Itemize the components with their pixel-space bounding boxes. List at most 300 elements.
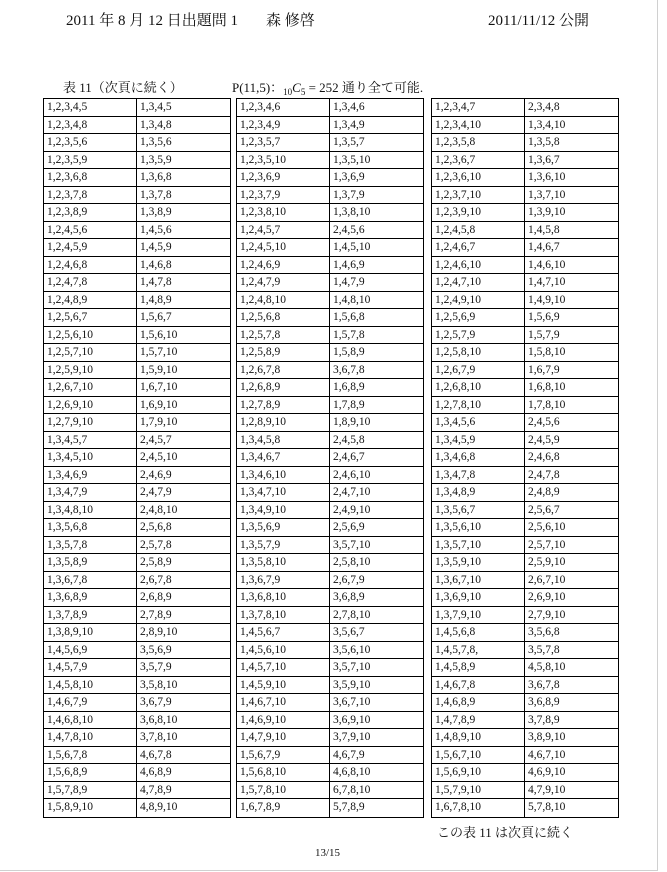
subset-cell: 4,7,8,9 (140, 783, 172, 796)
table-row (432, 134, 618, 152)
table-row (432, 152, 618, 170)
subset-cell: 1,8,9,10 (333, 416, 371, 428)
subset-cell: 3,5,7,8 (528, 643, 560, 656)
table-row (44, 327, 230, 345)
combination-cell: 1,2,3,4,6 (237, 99, 330, 116)
subset-cell: 2,4,5,6 (528, 416, 560, 428)
subset-cell: 1,3,4,10 (528, 118, 566, 131)
combination-cell: 1,2,4,5,9 (44, 239, 137, 256)
combination-cell: 1,3,4,7,9 (44, 484, 137, 501)
subset-cell: 3,5,6,8 (528, 626, 560, 638)
subset-cell: 2,5,7,10 (528, 538, 566, 551)
combination-cell: 1,2,6,9,10 (44, 397, 137, 414)
combination-cell: 1,3,4,9,10 (237, 502, 330, 519)
subset-cell: 1,4,8,10 (333, 293, 371, 306)
table-row (237, 449, 423, 467)
subset-cell: 2,4,5,7 (140, 433, 172, 446)
table-row (44, 659, 230, 677)
table-block-right (431, 98, 619, 818)
table-row (432, 327, 618, 345)
combination-cell: 1,3,6,7,9 (237, 572, 330, 589)
table-row (44, 309, 230, 327)
table-row (44, 624, 230, 642)
combination-cell: 1,2,4,8,9 (44, 292, 137, 309)
table-row (237, 554, 423, 572)
table-row (44, 222, 230, 240)
subset-cell: 2,3,4,8 (528, 101, 560, 113)
combination-cell: 1,3,4,8,10 (44, 502, 137, 519)
subset-cell: 1,4,6,9 (333, 258, 365, 271)
table-row (44, 152, 230, 170)
combination-cell: 1,5,6,7,9 (237, 747, 330, 764)
table-row (432, 484, 618, 502)
combination-cell: 1,5,6,8,10 (237, 764, 330, 781)
table-row (237, 327, 423, 345)
combination-cell: 1,2,3,5,10 (237, 152, 330, 169)
formula-subscript-k: 5 (300, 87, 306, 97)
table-row (432, 764, 618, 782)
subset-cell: 2,6,7,9 (333, 573, 365, 586)
combination-cell: 1,2,3,4,10 (432, 117, 525, 134)
subset-cell: 1,7,9,10 (140, 416, 178, 428)
table-row (237, 589, 423, 607)
subset-cell: 3,7,8,10 (140, 731, 178, 743)
subset-cell: 2,4,6,10 (333, 468, 371, 481)
table-row (432, 747, 618, 765)
table-row (237, 764, 423, 782)
table-row (432, 432, 618, 450)
subset-cell: 1,5,6,7 (140, 311, 172, 323)
subset-cell: 1,4,8,9 (140, 293, 172, 306)
table-row (237, 502, 423, 520)
subset-cell: 2,4,7,8 (528, 468, 560, 481)
subset-cell: 6,7,8,10 (333, 783, 371, 796)
subset-cell: 4,6,7,10 (528, 748, 566, 761)
subset-cell: 1,3,5,9 (140, 153, 172, 166)
subset-cell: 3,5,8,10 (140, 678, 178, 691)
table-row (237, 484, 423, 502)
combination-cell: 1,2,4,6,10 (432, 257, 525, 274)
table-row (237, 414, 423, 432)
subset-cell: 1,4,5,6 (140, 223, 172, 236)
combination-cell: 1,2,3,6,8 (44, 169, 137, 186)
subset-cell: 1,3,7,8 (140, 188, 172, 201)
table-row (44, 134, 230, 152)
table-title: 表 11（次頁に続く） (63, 80, 183, 95)
subset-cell: 2,4,6,7 (333, 451, 365, 463)
combination-cell: 1,3,4,5,8 (237, 432, 330, 449)
combination-cell: 1,4,6,7,9 (44, 694, 137, 711)
combination-cell: 1,3,4,5,6 (432, 414, 525, 431)
combination-cell: 1,3,7,8,10 (237, 607, 330, 624)
table-row (237, 397, 423, 415)
subset-cell: 1,4,7,8 (140, 276, 172, 288)
table-row (44, 642, 230, 660)
table-row (432, 99, 618, 117)
subset-cell: 1,5,8,9 (333, 346, 365, 358)
subset-cell: 2,5,9,10 (528, 556, 566, 568)
page-number: 13/15 (315, 847, 341, 859)
subset-cell: 2,6,7,10 (528, 573, 566, 586)
table-row (432, 659, 618, 677)
table-row (44, 554, 230, 572)
combination-cell: 1,2,3,5,6 (44, 134, 137, 151)
subset-cell: 3,5,7,9 (140, 661, 172, 673)
table-row (432, 624, 618, 642)
combination-cell: 1,3,5,6,8 (44, 519, 137, 536)
subset-cell: 3,5,9,10 (333, 678, 371, 691)
combination-cell: 1,3,5,6,10 (432, 519, 525, 536)
subset-cell: 1,3,4,9 (333, 118, 365, 131)
combination-cell: 1,3,5,7,9 (237, 537, 330, 554)
combination-cell: 1,2,3,6,10 (432, 169, 525, 186)
combination-cell: 1,2,5,6,8 (237, 309, 330, 326)
subset-cell: 1,5,9,10 (140, 363, 178, 376)
table-row (432, 309, 618, 327)
table-row (432, 204, 618, 222)
table-row (432, 449, 618, 467)
combination-cell: 1,4,5,7,9 (44, 659, 137, 676)
combination-cell: 1,5,7,9,10 (432, 782, 525, 799)
subset-cell: 5,7,8,9 (333, 801, 365, 813)
subset-cell: 1,3,4,8 (140, 118, 172, 131)
combination-formula (232, 77, 423, 97)
table-row (237, 519, 423, 537)
subset-cell: 2,6,8,9 (140, 591, 172, 603)
combination-cell: 1,3,6,7,10 (432, 572, 525, 589)
table-row (237, 274, 423, 292)
table-row (44, 362, 230, 380)
combination-cell: 1,3,5,8,9 (44, 554, 137, 571)
table-row (237, 642, 423, 660)
combination-cell: 1,6,7,8,9 (237, 799, 330, 817)
subset-cell: 1,6,8,9 (333, 381, 365, 393)
combination-cell: 1,2,5,9,10 (44, 362, 137, 379)
table-row (432, 607, 618, 625)
combination-cell: 1,3,4,6,10 (237, 467, 330, 484)
table-block-middle (236, 98, 424, 818)
combination-cell: 1,5,8,9,10 (44, 799, 137, 817)
subset-cell: 2,7,8,10 (333, 608, 371, 621)
subset-cell: 1,3,4,6 (333, 101, 365, 113)
subset-cell: 4,6,9,10 (528, 766, 566, 778)
combination-cell: 1,2,5,6,7 (44, 309, 137, 326)
subset-cell: 1,3,8,9 (140, 206, 172, 218)
combination-cell: 1,3,8,9,10 (44, 624, 137, 641)
combination-cell: 1,5,6,8,9 (44, 764, 137, 781)
combination-cell: 1,3,7,9,10 (432, 607, 525, 624)
subset-cell: 1,3,9,10 (528, 206, 566, 218)
combination-cell: 1,4,5,6,7 (237, 624, 330, 641)
table-row (432, 729, 618, 747)
table-row (432, 362, 618, 380)
table-row (237, 309, 423, 327)
combination-cell: 1,3,6,7,8 (44, 572, 137, 589)
subset-cell: 1,3,8,10 (333, 206, 371, 218)
table-row (237, 537, 423, 555)
table-row (44, 519, 230, 537)
subset-cell: 2,5,8,10 (333, 556, 371, 568)
table-row (44, 187, 230, 205)
subset-cell: 3,6,8,10 (140, 713, 178, 726)
combination-cell: 1,2,3,8,9 (44, 204, 137, 221)
table-row (432, 572, 618, 590)
combination-cell: 1,2,4,6,8 (44, 257, 137, 274)
subset-cell: 3,5,7,10 (333, 661, 371, 673)
subset-cell: 1,4,9,10 (528, 293, 566, 306)
table-row (237, 782, 423, 800)
table-block-left (43, 98, 231, 818)
table-row (432, 187, 618, 205)
table-row (237, 694, 423, 712)
table-row (44, 747, 230, 765)
subset-cell: 1,3,5,10 (333, 153, 371, 166)
combination-cell: 1,2,3,6,9 (237, 169, 330, 186)
document-header (66, 9, 315, 30)
combination-cell: 1,2,4,5,10 (237, 239, 330, 256)
combination-cell: 1,2,7,9,10 (44, 414, 137, 431)
table-row (237, 467, 423, 485)
combination-cell: 1,4,5,7,10 (237, 659, 330, 676)
combination-cell: 1,4,5,6,9 (44, 642, 137, 659)
table-row (237, 169, 423, 187)
subset-cell: 2,4,7,9 (140, 486, 172, 498)
table-row (237, 99, 423, 117)
table-row (44, 432, 230, 450)
combination-cell: 1,4,6,9,10 (237, 712, 330, 729)
subset-cell: 1,5,6,9 (528, 311, 560, 323)
table-row (237, 747, 423, 765)
combination-cell: 1,5,6,9,10 (432, 764, 525, 781)
combination-cell: 1,4,5,8,10 (44, 677, 137, 694)
combination-cell: 1,2,4,7,9 (237, 274, 330, 291)
table-row (237, 799, 423, 817)
table-row (432, 782, 618, 800)
combination-cell: 1,2,5,6,10 (44, 327, 137, 344)
subset-cell: 1,6,8,10 (528, 381, 566, 393)
combination-cell: 1,3,4,5,10 (44, 449, 137, 466)
subset-cell: 4,6,7,8 (140, 748, 172, 761)
table-row (44, 694, 230, 712)
table-row (237, 712, 423, 730)
table-row (44, 502, 230, 520)
subset-cell: 2,6,7,8 (140, 573, 172, 586)
table-row (44, 799, 230, 817)
table-row (432, 222, 618, 240)
formula-subscript-n: 10 (283, 87, 293, 97)
table-row (237, 432, 423, 450)
combination-cell: 1,4,5,6,10 (237, 642, 330, 659)
table-row (44, 782, 230, 800)
combination-cell: 1,6,7,8,10 (432, 799, 525, 817)
subset-cell: 1,6,7,10 (140, 381, 178, 393)
table-row (44, 379, 230, 397)
subset-cell: 1,4,6,7 (528, 241, 560, 253)
subset-cell: 1,7,8,9 (333, 398, 365, 411)
subset-cell: 3,7,8,9 (528, 713, 560, 726)
table-row (237, 152, 423, 170)
combination-cell: 1,2,3,9,10 (432, 204, 525, 221)
combination-cell: 1,2,5,6,9 (432, 309, 525, 326)
table-row (432, 344, 618, 362)
combination-cell: 1,2,8,9,10 (237, 414, 330, 431)
subset-cell: 2,7,8,9 (140, 608, 172, 621)
combination-cell: 1,2,4,7,10 (432, 274, 525, 291)
subset-cell: 2,5,8,9 (140, 556, 172, 568)
subset-cell: 3,5,6,7 (333, 626, 365, 638)
table-row (237, 117, 423, 135)
subset-cell: 1,7,8,10 (528, 398, 566, 411)
subset-cell: 1,3,5,6 (140, 136, 172, 148)
subset-cell: 1,5,7,9 (528, 328, 560, 341)
table-row (237, 607, 423, 625)
subset-cell: 2,4,5,6 (333, 223, 365, 236)
combination-cell: 1,3,5,6,7 (432, 502, 525, 519)
subset-cell: 3,6,7,9 (140, 696, 172, 708)
subset-cell: 1,5,8,10 (528, 346, 566, 358)
table-row (44, 677, 230, 695)
table-row (237, 379, 423, 397)
header-author: 森 修啓 (265, 13, 315, 29)
subset-cell: 1,5,6,8 (333, 311, 365, 323)
subset-cell: 2,4,5,10 (140, 451, 178, 463)
combination-cell: 1,3,5,6,9 (237, 519, 330, 536)
combination-cell: 1,3,4,7,10 (237, 484, 330, 501)
combination-cell: 1,2,4,8,10 (237, 292, 330, 309)
subset-cell: 3,7,9,10 (333, 731, 371, 743)
combination-cell: 1,5,6,7,8 (44, 747, 137, 764)
table-row (432, 677, 618, 695)
combination-cell: 1,2,5,8,10 (432, 344, 525, 361)
subset-cell: 1,3,5,7 (333, 136, 365, 148)
table-row (432, 379, 618, 397)
subset-cell: 2,7,9,10 (528, 608, 566, 621)
combination-cell: 1,2,5,8,9 (237, 344, 330, 361)
table-row (432, 554, 618, 572)
combination-cell: 1,2,4,5,8 (432, 222, 525, 239)
combination-cell: 1,2,3,4,7 (432, 99, 525, 116)
subset-cell: 2,5,6,10 (528, 521, 566, 533)
subset-cell: 2,8,9,10 (140, 626, 178, 638)
subset-cell: 4,6,7,9 (333, 748, 365, 761)
table-row (44, 484, 230, 502)
table-row (44, 712, 230, 730)
table-row (237, 292, 423, 310)
subset-cell: 3,6,9,10 (333, 713, 371, 726)
combination-cell: 1,4,5,7,8, (432, 642, 525, 659)
subset-cell: 4,6,8,10 (333, 766, 371, 778)
subset-cell: 4,8,9,10 (140, 801, 178, 813)
combination-cell: 1,3,4,8,9 (432, 484, 525, 501)
combination-cell: 1,4,6,7,10 (237, 694, 330, 711)
table-row (44, 292, 230, 310)
combination-cell: 1,2,5,7,9 (432, 327, 525, 344)
table-row (44, 204, 230, 222)
combination-cell: 1,2,4,7,8 (44, 274, 137, 291)
combination-cell: 1,3,6,9,10 (432, 589, 525, 606)
table-row (44, 274, 230, 292)
combination-cell: 1,2,3,6,7 (432, 152, 525, 169)
subset-cell: 3,6,8,9 (333, 591, 365, 603)
combination-cell: 1,5,7,8,10 (237, 782, 330, 799)
combination-cell: 1,2,3,5,9 (44, 152, 137, 169)
table-row (237, 362, 423, 380)
subset-cell: 2,5,7,8 (140, 538, 172, 551)
combination-cell: 1,3,4,6,9 (44, 467, 137, 484)
combination-cell: 1,2,4,5,7 (237, 222, 330, 239)
subset-cell: 1,3,7,9 (333, 188, 365, 201)
table-row (432, 274, 618, 292)
table-row (237, 677, 423, 695)
combination-cell: 1,2,6,7,10 (44, 379, 137, 396)
combination-cell: 1,4,5,8,9 (432, 659, 525, 676)
subset-cell: 3,8,9,10 (528, 731, 566, 743)
subset-cell: 2,4,8,10 (140, 503, 178, 516)
formula-prefix: P(11,5)： (232, 80, 284, 95)
subset-cell: 1,3,6,9 (333, 171, 365, 183)
combination-cell: 1,3,6,8,9 (44, 589, 137, 606)
combination-cell: 1,2,3,4,9 (237, 117, 330, 134)
combination-cell: 1,4,8,9,10 (432, 729, 525, 746)
combination-cell: 1,4,5,6,8 (432, 624, 525, 641)
subset-cell: 4,5,8,10 (528, 661, 566, 673)
table-row (44, 169, 230, 187)
combination-cell: 1,3,5,8,10 (237, 554, 330, 571)
table-row (237, 729, 423, 747)
subset-cell: 1,6,9,10 (140, 398, 178, 411)
subset-cell: 3,6,7,10 (333, 696, 371, 708)
combination-cell: 1,2,3,5,7 (237, 134, 330, 151)
combination-cell: 1,2,3,8,10 (237, 204, 330, 221)
combination-cell: 1,2,3,4,5 (44, 99, 137, 116)
combination-cell: 1,3,5,7,10 (432, 537, 525, 554)
combination-cell: 1,5,7,8,9 (44, 782, 137, 799)
table-row (237, 134, 423, 152)
table-row (44, 729, 230, 747)
table-row (44, 239, 230, 257)
subset-cell: 2,5,6,7 (528, 503, 560, 516)
subset-cell: 3,5,6,9 (140, 643, 172, 656)
table-row (432, 589, 618, 607)
subset-cell: 1,4,6,10 (528, 258, 566, 271)
combination-cell: 1,2,3,7,8 (44, 187, 137, 204)
table-row (432, 117, 618, 135)
table-row (44, 397, 230, 415)
subset-cell: 2,5,6,9 (333, 521, 365, 533)
subset-cell: 1,3,6,7 (528, 153, 560, 166)
table-row (44, 764, 230, 782)
combination-cell: 1,4,6,7,8 (432, 677, 525, 694)
subset-cell: 1,6,7,9 (528, 363, 560, 376)
combination-cell: 1,2,4,6,7 (432, 239, 525, 256)
table-row (432, 502, 618, 520)
combination-cell: 1,4,5,9,10 (237, 677, 330, 694)
table-row (237, 624, 423, 642)
subset-cell: 5,7,8,10 (528, 801, 566, 813)
combination-cell: 1,2,4,5,6 (44, 222, 137, 239)
table-row (237, 239, 423, 257)
subset-cell: 1,3,6,8 (140, 171, 172, 183)
combination-cell: 1,3,4,7,8 (432, 467, 525, 484)
combination-cell: 1,2,3,7,9 (237, 187, 330, 204)
table-row (44, 572, 230, 590)
table-row (44, 117, 230, 135)
combination-cell: 1,3,5,9,10 (432, 554, 525, 571)
combination-cell: 1,3,5,7,8 (44, 537, 137, 554)
subset-cell: 2,4,6,9 (140, 468, 172, 481)
subset-cell: 2,5,6,8 (140, 521, 172, 533)
table-row (237, 344, 423, 362)
